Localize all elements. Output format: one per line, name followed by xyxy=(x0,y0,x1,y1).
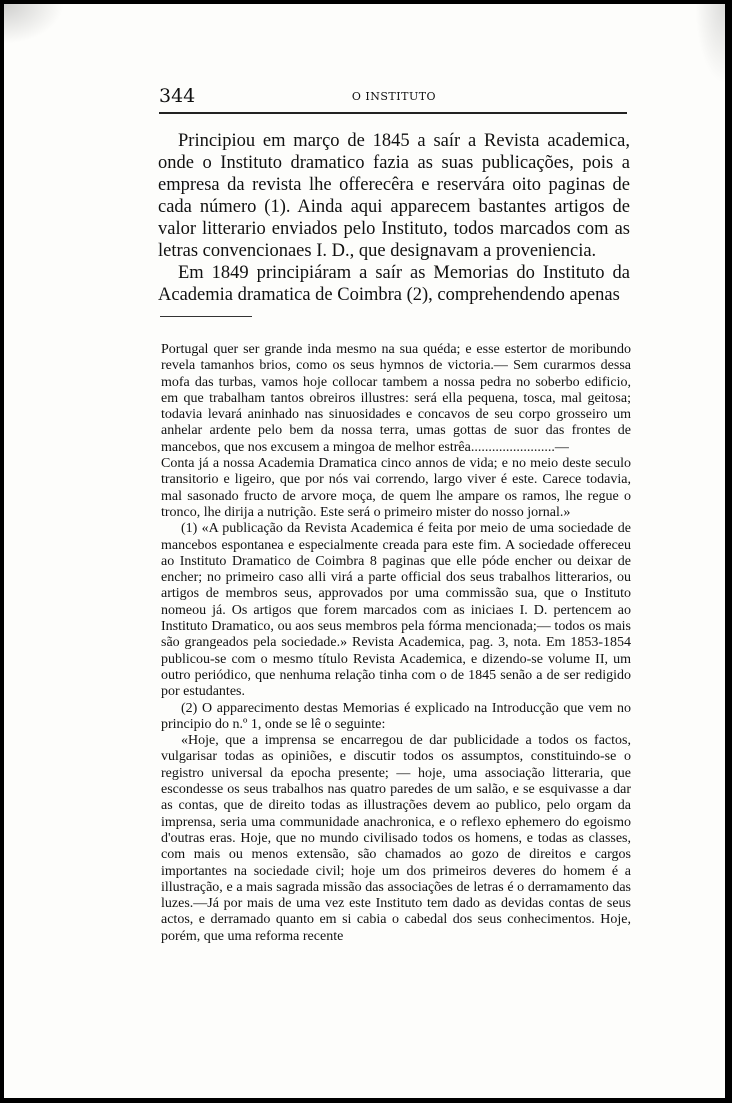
footnote-quote: «Hoje, que a imprensa se encarregou de dar publicidade a todos os factos, vulgarisar todas as opiniões, e discutir todos os assumptos, constituindo-se o registro universal da epocha presente; — hoje, uma associação litteraria, que escondesse os seus trabalhos nas quatro paredes de um salão, e se esquivasse a dar as contas, que de direito todas as illustrações devem ao publico, pelo orgam da imprensa, seria uma communidade anachronica, e o reflexo ephemero do egoismo d'outras eras. Hoje, que no mundo civilisado todos os homens, e todas as classes, com mais ou menos extensão, são chamados ao gozo de direitos e cargos importantes na sociedade civil; hoje um dos primeiros deveres do homem é a illustração, e a mais sagrada missão das associações de letras é o derramamento das luzes.—Já por mais de uma vez este Instituto tem dado as devidas contas de seus actos, e derramado quanto em si cabia o cabedal dos seus conhecimentos. Hoje, porém, que uma reforma recente xyxy=(161,733,631,944)
header-rule xyxy=(159,112,627,114)
footnote-1: (1) «A publicação da Revista Academica é feita por meio de uma sociedade de mancebos espontanea e especialmente creada para este fim. A sociedade offereceu ao Instituto Dramatico de Coimbra 8 paginas que elle póde encher ou deixar de encher; no primeiro caso alli virá a parte official dos seus trabalhos litterarios, ou artigos de membros seus, approvados por uma commissão sua, que o Instituto nomeou já. Os artigos que forem marcados com as iniciaes I. D. pertencem ao Instituto Dramatico, ou aos seus membros pela fórma mencionada;— todos os mais são grangeados pela sociedade.» Revista Academica, pag. 3, nota. Em 1853-1854 publicou-se com o mesmo título Revista Academica, e dizendo-se volume II, um outro periódico, que nenhuma relação tinha com o de 1845 senão a de ser redigido por estudantes. xyxy=(161,521,631,700)
main-text xyxy=(158,130,630,306)
footnote-2: (2) O apparecimento destas Memorias é explicado na Introducção que vem no principio do n.º 1, onde se lê o seguinte: xyxy=(161,700,631,732)
running-head: O INSTITUTO xyxy=(351,90,437,103)
page-header xyxy=(159,85,629,107)
footnote-continuation: Portugal quer ser grande inda mesmo na sua quéda; e esse estertor de moribundo revela tamanhos brios, como os seus hymnos de victoria.— Sem curarmos dessa mofa das turbas, vamos hoje collocar tambem a nossa pedra no soberbo edificio, em que trabalham tantos obreiros illustres: será ella pequena, tosca, mal geitosa; todavia levará aninhado nas sinuosidades e concavos de seu corpo grosseiro um anhelar ardente pelo bem da nossa terra, umas gottas de suor das frontes de mancebos, que nos excusem a mingoa de melhor estrêa........................— xyxy=(161,342,631,455)
book-page xyxy=(4,4,725,1098)
body-paragraph: Em 1849 principiáram a saír as Memorias do Instituto da Academia dramatica de Coimbra (2), comprehendendo apenas xyxy=(158,263,630,305)
scan-shadow-right xyxy=(695,4,725,84)
page-number: 344 xyxy=(159,85,196,107)
body-paragraph: Principiou em março de 1845 a saír a Revista academica, onde o Instituto dramatico fazia as suas publicações, pois a empresa da revista lhe offerecêra e reservára oito paginas de cada número (1). Ainda aqui apparecem bastantes artigos de valor litterario enviados pelo Instituto, todos marcados com as letras convencionaes I. D., que designavam a proveniencia. xyxy=(158,131,630,261)
scan-shadow xyxy=(4,4,64,44)
footnote-continuation: Conta já a nossa Academia Dramatica cinco annos de vida; e no meio deste seculo transitorio e ligeiro, que por nós vai correndo, largo viver é este. Carece todavia, mal sasonado fructo de arvore moça, de quem lhe ampare os ramos, lhe regue o tronco, lhe dirija a nutrição. Este será o primeiro mister do nosso jornal.» xyxy=(161,456,631,520)
footnote-rule xyxy=(160,316,252,317)
footnotes xyxy=(161,342,631,945)
